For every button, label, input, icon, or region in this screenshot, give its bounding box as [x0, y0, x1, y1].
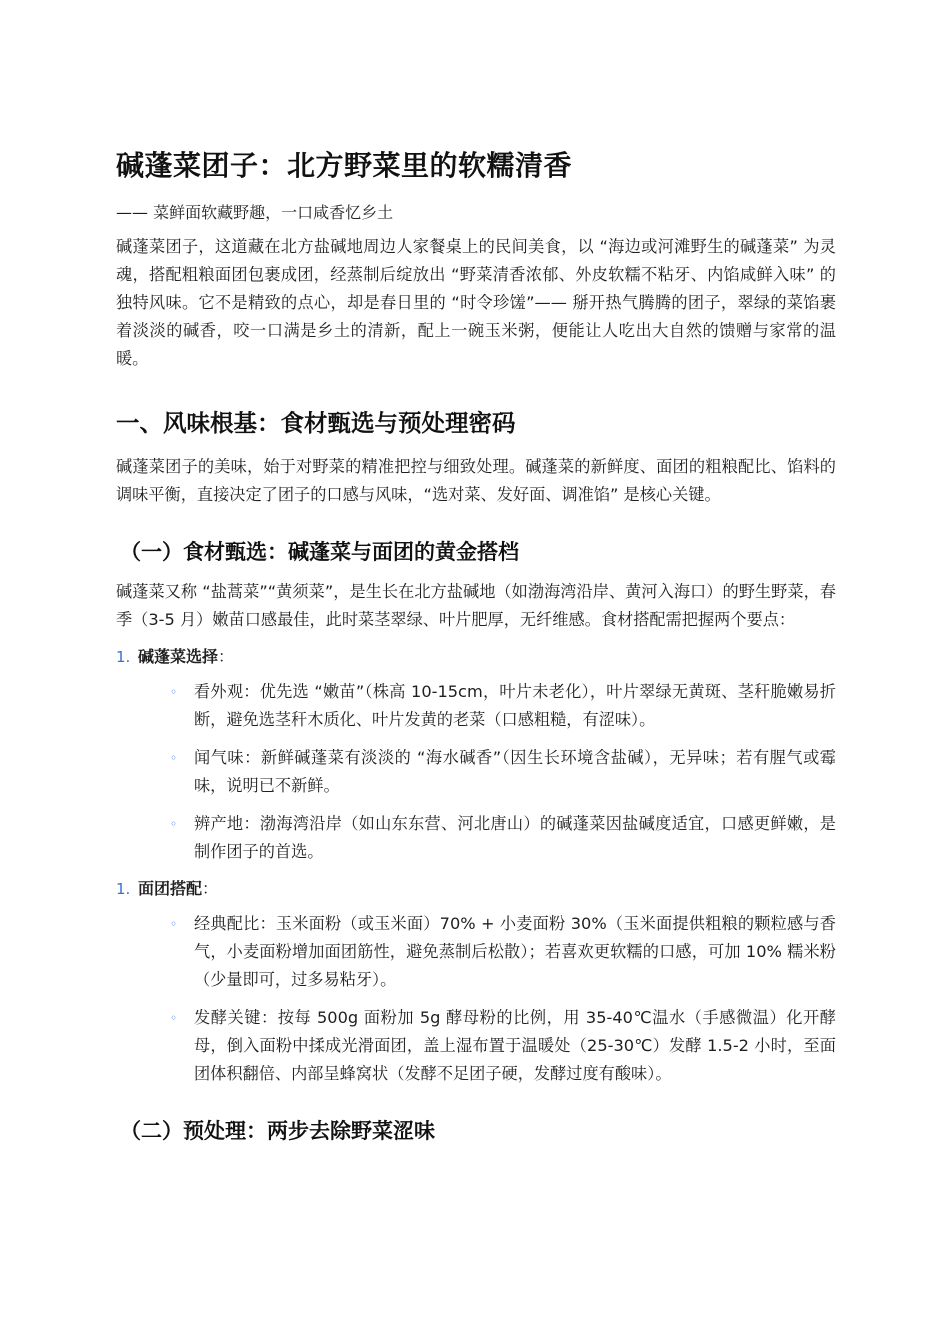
list-item-label: 面团搭配 — [138, 879, 203, 898]
bullet-item — [160, 810, 836, 866]
hollow-bullet-icon: ◦ — [170, 917, 178, 931]
section-1-paragraph: 碱蓬菜团子的美味，始于对野菜的精准把控与细致处理。碱蓬菜的新鲜度、面团的粗粮配比、馅料的调味平衡，直接决定了团子的口感与风味，“选对菜、发好面、调准馅” 是核心关键。 — [116, 457, 836, 504]
subsection-heading-1: （一）食材甄选：碱蓬菜与面团的黄金搭档 — [120, 540, 519, 564]
bullet-item — [160, 678, 836, 734]
bullet-list — [138, 678, 836, 866]
hollow-bullet-icon: ◦ — [170, 685, 178, 699]
label-colon: ： — [202, 879, 219, 898]
bullet-list — [138, 910, 836, 1088]
bullet-text: 发酵关键：按每 500g 面粉加 5g 酵母粉的比例，用 35-40℃温水（手感微温）化开酵母，倒入面粉中揉成光滑面团，盖上湿布置于温暖处（25-30℃）发酵 1.5-2 小时，至面团体积翻倍、内部呈蜂窝状（发酵不足团子硬，发酵过度有酸味）。 — [194, 1008, 836, 1083]
subsection-heading-2: （二）预处理：两步去除野菜涩味 — [120, 1119, 435, 1143]
hollow-bullet-icon: ◦ — [170, 1011, 178, 1025]
label-colon: ： — [218, 647, 235, 666]
hollow-bullet-icon: ◦ — [170, 817, 178, 831]
intro-paragraph: 碱蓬菜团子，这道藏在北方盐碱地周边人家餐桌上的民间美食，以 “海边或河滩野生的碱蓬菜” 为灵魂，搭配粗粮面团包裹成团，经蒸制后绽放出 “野菜清香浓郁、外皮软糯不粘牙、内馅咸鲜入味” 的独特风味。它不是精致的点心，却是春日里的 “时令珍馐”—— 掰开热气腾腾的团子，翠绿的菜馅裹着淡淡的碱香，咬一口满是乡土的清新，配上一碗玉米粥，便能让人吃出大自然的馈赠与家常的温暖。 — [116, 237, 836, 368]
list-number: 1. — [116, 880, 131, 898]
list-item-jianpeng-selection — [116, 644, 836, 866]
section-heading-1: 一、风味根基：食材甄选与预处理密码 — [116, 409, 516, 437]
bullet-item — [160, 744, 836, 800]
page-subtitle: —— 菜鲜面软藏野趣，一口咸香忆乡土 — [116, 203, 394, 222]
list-item-label: 碱蓬菜选择 — [138, 647, 219, 666]
bullet-text: 经典配比：玉米面粉（或玉米面）70% + 小麦面粉 30%（玉米面提供粗粮的颗粒感与香气，小麦面粉增加面团筋性，避免蒸制后松散）；若喜欢更软糯的口感，可加 10% 糯米粉（少量即可，过多易粘牙）。 — [194, 914, 836, 989]
document-page — [116, 146, 836, 1148]
list-item-dough-pairing — [116, 876, 836, 1088]
bullet-item — [160, 910, 836, 994]
bullet-item — [160, 1004, 836, 1088]
numbered-list — [116, 644, 836, 1088]
bullet-text: 辨产地：渤海湾沿岸（如山东东营、河北唐山）的碱蓬菜因盐碱度适宜，口感更鲜嫩，是制作团子的首选。 — [194, 814, 836, 861]
bullet-text: 看外观：优先选 “嫩苗”（株高 10-15cm，叶片未老化），叶片翠绿无黄斑、茎秆脆嫩易折断，避免选茎秆木质化、叶片发黄的老菜（口感粗糙，有涩味）。 — [194, 682, 836, 729]
subsection-1-paragraph: 碱蓬菜又称 “盐蒿菜”“黄须菜”，是生长在北方盐碱地（如渤海湾沿岸、黄河入海口）的野生野菜，春季（3-5 月）嫩苗口感最佳，此时菜茎翠绿、叶片肥厚，无纤维感。食材搭配需把握两个要点： — [116, 582, 836, 629]
bullet-text: 闻气味：新鲜碱蓬菜有淡淡的 “海水碱香”（因生长环境含盐碱），无异味；若有腥气或霉味，说明已不新鲜。 — [194, 748, 836, 795]
hollow-bullet-icon: ◦ — [170, 751, 178, 765]
page-title: 碱蓬菜团子：北方野菜里的软糯清香 — [116, 149, 573, 182]
list-number: 1. — [116, 648, 131, 666]
